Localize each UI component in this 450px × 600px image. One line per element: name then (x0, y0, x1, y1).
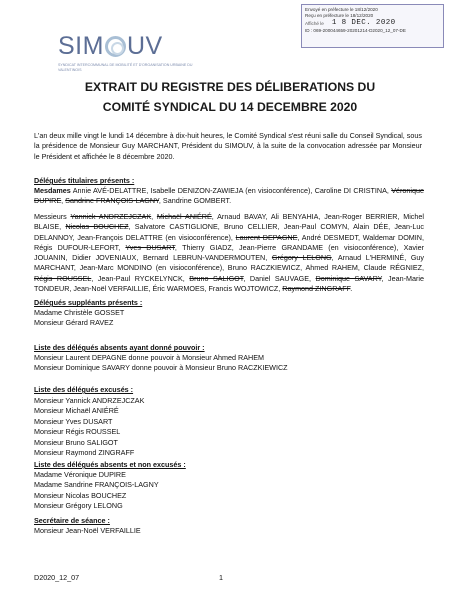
messieurs-text-a: , Arnaud BAVAY, Ali BENYAHIA, Jean-Roger BERRIER, Michel BLAISE, (34, 212, 424, 232)
prefecture-stamp (301, 4, 444, 48)
list-item: Monsieur Laurent DEPAGNE donne pouvoir à Monsieur Ahmed RAHEM (34, 353, 264, 362)
messieurs-text-f: , Jean-Paul RYCKELYNCK, (91, 273, 190, 283)
messieurs-text-d: , Thierry GIADZ, Jean-Pierre GRANDAME (en visioconférence), Xavier JOUANIN, Didier JOVENIAUX, Bernard LEBRUN-VANDERMOUTEN, (34, 242, 424, 263)
list-item: Madame Sandrine FRANÇOIS-LAGNY (34, 480, 159, 490)
messieurs-strike-2: Michaël ANIÉRÉ (156, 212, 212, 221)
list-item: Monsieur Raymond ZINGRAFF (34, 448, 135, 458)
mesdames-label: Mesdames (34, 186, 71, 195)
list-item: Monsieur Bruno SALIGOT (34, 437, 118, 447)
excuses-heading: Liste des délégués excusés : (34, 385, 134, 394)
list-item: Madame Christèle GOSSET (34, 308, 125, 317)
messieurs-strike-5: Yves DUSART (125, 242, 175, 252)
secretaire-list (34, 526, 424, 536)
list-item: Monsieur Régis ROUSSEL (34, 427, 121, 437)
mesdames-text-b: , Sandrine GOMBERT. (158, 196, 232, 206)
footer-reference: D2020_12_07 (34, 573, 80, 582)
list-item: Monsieur Jean-Noël VERFAILLIE (34, 526, 141, 535)
stamp-posted-row (305, 19, 440, 28)
messieurs-text-b: , Salvatore CASTIGLIONE, Bruno CELLIER, Jean-Paul COMYN, Alain DÉE, Jean-Luc DELANNOY, Jean-François DELATTRE (en visioconférence), (34, 222, 424, 242)
list-item: Monsieur Yannick ANDRZEJCZAK (34, 396, 145, 405)
logo-tagline: SYNDICAT INTERCOMMUNAL DE MOBILITÉ ET D'ORGANISATION URBAINE DU VALENTINOIS (58, 63, 193, 72)
messieurs-text-h: , Jean-Marie TONDEUR, Jean-Noël VERFAILLIE, Éric WARMOES, Francis WOJTOWICZ, (34, 273, 424, 294)
logo-word-left: SIM (58, 32, 104, 60)
non-excuses-list (34, 470, 424, 512)
mesdames-strike-1: Véronique DUPIRE (34, 186, 424, 206)
messieurs-text-c: , André DESMEDT, Waldemar DOMIN, Régis DUFOUR-LEFORT, (34, 232, 424, 252)
titulaires-messieurs: Messieurs Yannick ANDRZEJCZAK, Michaël ANIÉRÉ, Arnaud BAVAY, Ali BENYAHIA, Jean-Roger BERRIER, Michel BLAISE, Nicolas BOUCHEZ, Salvatore CASTIGLIONE, Bruno CELLIER, Jean-Paul COMYN, Alain DÉE, Jean-Luc DELANNOY, Jean-François DELATTRE (en visioconférence), Laurent DEPAGNE, André DESMEDT, Waldemar DOMIN, Régis DUFOUR-LEFORT, Yves DUSART, Thierry GIADZ, Jean-Pierre GRANDAME (en visioconférence), Xavier JOUANIN, Didier JOVENIAUX, Bernard LEBRUN-VANDERMOUTEN, Grégory LELONG, Arnaud L'HERMINÉ, Guy MARCHANT, Jean-Marc MONDINO (en visioconférence), Bruno RACZKIEWICZ, Ahmed RAHEM, Claude RÉGNIEZ, Régis ROUSSEL, Jean-Paul RYCKELYNCK, Bruno SALIGOT, Daniel SAUVAGE, Dominique SAVARY, Jean-Marie TONDEUR, Jean-Noël VERFAILLIE, Éric WARMOES, Francis WOJTOWICZ, Raymond ZINGRAFF. (34, 212, 425, 294)
logo-wordmark (58, 32, 208, 61)
list-item: Monsieur Nicolas BOUCHEZ (34, 490, 127, 500)
document-title-line-2: COMITÉ SYNDICAL DU 14 DECEMBRE 2020 (102, 100, 358, 114)
list-item: Monsieur Michaël ANIÉRÉ (34, 406, 119, 416)
list-item: Monsieur Grégory LELONG (34, 501, 123, 511)
messieurs-strike-4: Laurent DEPAGNE (235, 232, 298, 242)
mesdames-sep: , (61, 196, 66, 206)
messieurs-text-g: , Daniel SAUVAGE, (243, 273, 316, 283)
stamp-id-line: ID : 069-200044659-20201214-D2020_12_07-DE (305, 28, 406, 34)
messieurs-strike-1: Yannick ANDRZEJCZAK (70, 212, 152, 221)
list-item: Monsieur Dominique SAVARY donne pouvoir à Monsieur Bruno RACZKIEWICZ (34, 363, 288, 373)
document-title-line-1: EXTRAIT DU REGISTRE DES DÉLIBERATIONS DU (84, 80, 376, 94)
excuses-list (34, 396, 424, 458)
stamp-sent-line: Envoyé en préfecture le 18/12/2020 (305, 7, 378, 12)
stamp-posted-label: Affiché le (305, 21, 324, 27)
logo-word-right: UV (126, 32, 163, 60)
non-excuses-heading: Liste des délégués absents et non excusés : (34, 460, 186, 469)
simouv-logo (58, 32, 208, 72)
stamp-received-line: Reçu en préfecture le 18/12/2020 (305, 13, 374, 19)
pouvoirs-heading: Liste des délégués absents ayant donné pouvoir : (34, 343, 205, 352)
messieurs-strike-8: Bruno SALIGOT (189, 273, 244, 283)
messieurs-strike-10: Raymond ZINGRAFF (282, 284, 351, 294)
titulaires-heading: Délégués titulaires présents : (34, 176, 135, 185)
suppleants-list (34, 308, 424, 329)
messieurs-strike-7: Régis ROUSSEL (34, 273, 92, 283)
messieurs-strike-6: Grégory LELONG (271, 253, 332, 263)
secretaire-heading: Secrétaire de séance : (34, 516, 110, 525)
mesdames-text-a: Annie AVÉ-DELATTRE, Isabelle DENIZON-ZAWIEJA (en visioconférence), Caroline DI CRISTINA, (72, 186, 392, 195)
suppleants-heading: Délégués suppléants présents : (34, 298, 143, 307)
footer-page-number: 1 (219, 573, 223, 582)
list-item: Madame Véronique DUPIRE (34, 470, 126, 479)
pouvoirs-list (34, 353, 424, 374)
messieurs-strike-9: Dominique SAVARY (315, 273, 382, 283)
intro-paragraph: L'an deux mille vingt le lundi 14 décembre à dix-huit heures, le Comité Syndical s'est réuni salle du Conseil Syndical, sous la présidence de Monsieur Guy MARCHANT, Président du SIMOUV, à la suite de la convocation adressée par Monsieur le Président et affichée le 8 décembre 2020. (34, 131, 422, 161)
messieurs-text-e: , Arnaud L'HERMINÉ, Guy MARCHANT, Jean-Marc MONDINO (en visioconférence), Bruno RACZKIEWICZ, Ahmed RAHEM, Claude RÉGNIEZ, (34, 253, 425, 273)
list-item: Monsieur Yves DUSART (34, 416, 113, 426)
mesdames-strike-2: Sandrine FRANÇOIS-LAGNY (65, 196, 159, 206)
titulaires-mesdames (34, 186, 424, 207)
messieurs-label: Messieurs (34, 212, 67, 221)
list-item: Monsieur Gérard RAVEZ (34, 318, 114, 328)
logo-o-circle-icon (105, 36, 126, 57)
messieurs-strike-3: Nicolas BOUCHEZ (65, 222, 129, 232)
messieurs-text-i: . (350, 284, 353, 294)
stamp-posted-date: 1 8 DEC. 2020 (331, 19, 396, 28)
